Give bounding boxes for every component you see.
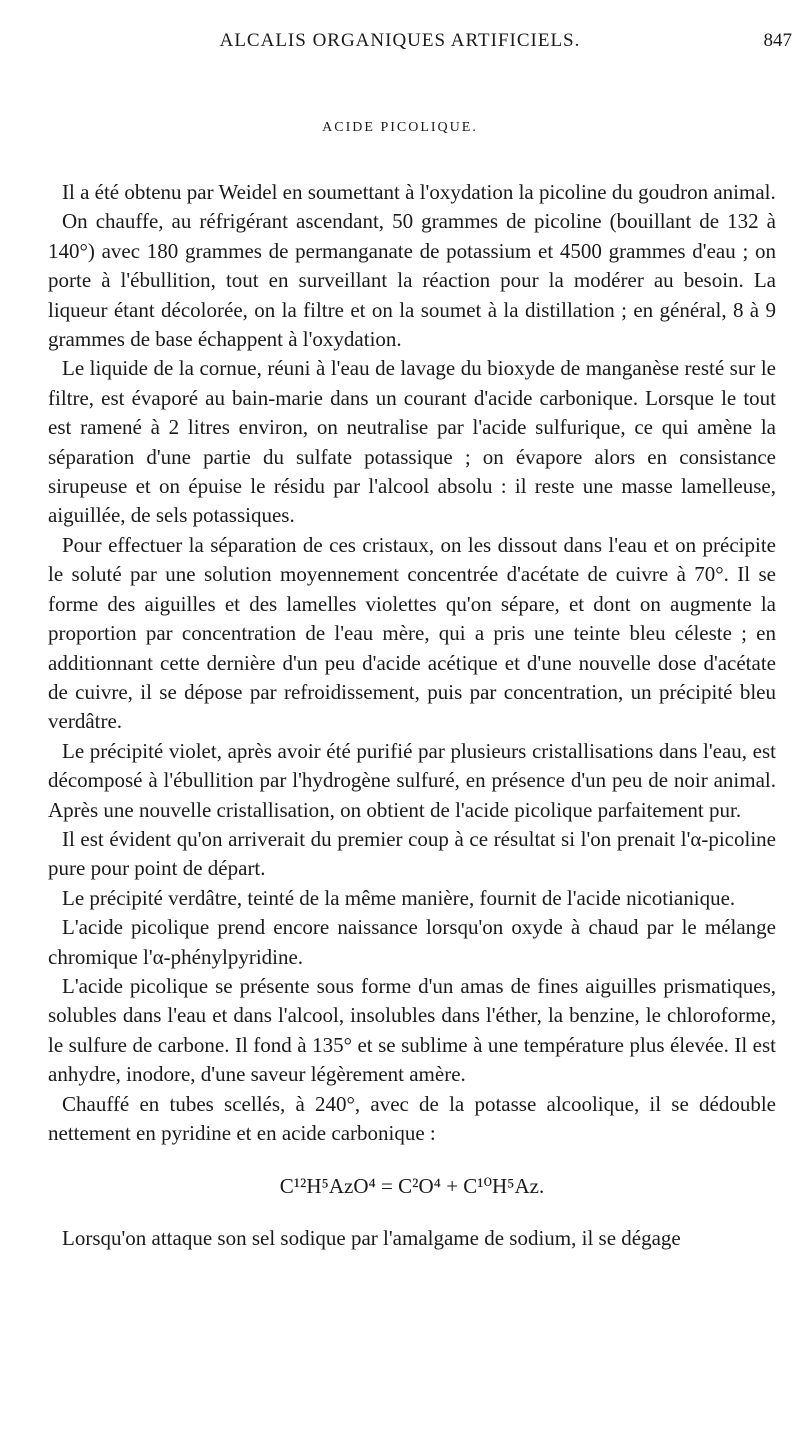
paragraph-evaporation: Le liquide de la cornue, réuni à l'eau de lavage du bioxyde de manganèse resté sur le filtre, est évaporé au bain-marie dans un courant d'acide carbonique. Lorsque le tout est ramené à 2 litres environ, on neutralise par l'acide sulfurique, ce qui amène la séparation d'une partie du sulfate potassique ; on évapore alors en consistance sirupeuse et on épuise le résidu par l'alcool absolu : il reste une masse lamelleuse, aiguillée, de sels potassiques. [48,356,776,528]
paragraph-purification: Le précipité violet, après avoir été purifié par plusieurs cristallisations dans l'eau, est décomposé à l'ébullition par l'hydrogène sulfuré, en présence d'un peu de noir animal. Après une nouvelle cristallisation, on obtient de l'acide picolique parfaitement pur. [48,738,776,822]
paragraph-phenylpyridine: L'acide picolique prend encore naissance lorsqu'on oxyde à chaud par le mélange chromique l'α-phénylpyridine. [48,915,776,969]
paragraph-preparation: On chauffe, au réfrigérant ascendant, 50 grammes de picoline (bouillant de 132 à 140°) avec 180 grammes de permanganate de potassium et 4500 grammes d'eau ; on porte à l'ébullition, tout en surveillant la réaction pour la modérer au besoin. La liqueur étant décolorée, on la filtre et on la soumet à la distillation ; en général, 8 à 9 grammes de base échappent à l'oxydation. [48,209,776,352]
paragraph-closing: Lorsqu'on attaque son sel sodique par l'amalgame de sodium, il se dégage [62,1225,681,1250]
paragraph-origin: Il a été obtenu par Weidel en soumettant à l'oxydation la picoline du goudron animal. [62,180,776,204]
chemical-equation: C¹²H⁵AzO⁴ = C²O⁴ + C¹⁰H⁵Az. [279,1174,545,1199]
paragraph-alpha-picoline: Il est évident qu'on arriverait du premier coup à ce résultat si l'on prenait l'α-picoline pure pour point de départ. [48,826,776,881]
page-number: 847 [763,30,792,51]
paragraph-decomposition: Chauffé en tubes scellés, à 240°, avec de la potasse alcoolique, il se dédouble nettement en pyridine et en acide carbonique : [48,1091,776,1145]
running-header [0,28,800,58]
body-text [48,178,776,1253]
section-title: ACIDE PICOLIQUE. [322,120,478,135]
paragraph-nicotianic: Le précipité verdâtre, teinté de la même manière, fournit de l'acide nicotianique. [62,885,736,910]
paragraph-separation: Pour effectuer la séparation de ces cristaux, on les dissout dans l'eau et on précipite le soluté par une solution moyennement concentrée d'acétate de cuivre à 70°. Il se forme des aiguilles et des lamelles violettes qu'on sépare, et dont on augmente la proportion par concentration de l'eau mère, qui a pris une teinte bleu céleste ; en additionnant cette dernière d'un peu d'acide acétique et d'une nouvelle dose d'acétate de cuivre, il se dépose par refroidissement, puis par concentration, un précipité bleu verdâtre. [48,532,776,734]
running-title: ALCALIS ORGANIQUES ARTIFICIELS. [219,30,581,51]
paragraph-properties: L'acide picolique se présente sous forme d'un amas de fines aiguilles prismatiques, solubles dans l'eau et dans l'alcool, insolubles dans l'éther, la benzine, le chloroforme, le sulfure de carbone. Il fond à 135° et se sublime à une température plus élevée. Il est anhydre, inodore, d'une saveur légèrement amère. [48,973,776,1087]
